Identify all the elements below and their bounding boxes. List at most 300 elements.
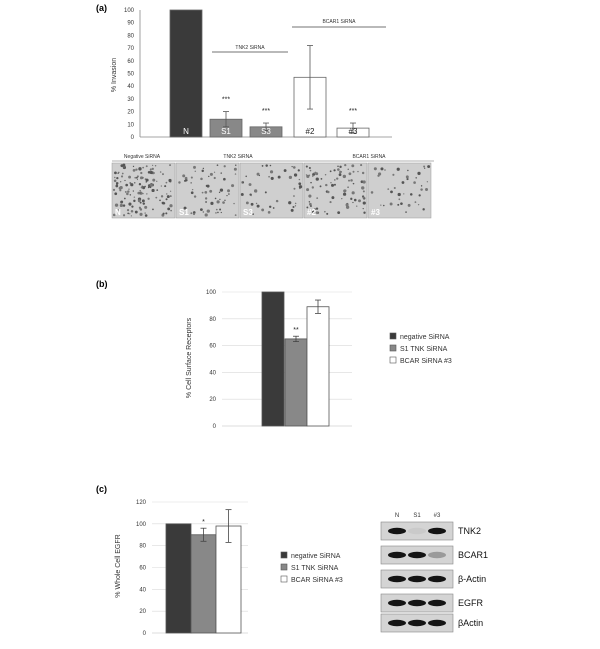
micrograph-cell <box>291 166 292 167</box>
micrograph-cell <box>415 201 417 203</box>
micrograph-cell <box>324 211 326 213</box>
micrograph-cell <box>299 185 302 188</box>
micrograph-cell <box>114 177 115 178</box>
ytick: 40 <box>139 587 146 594</box>
micrograph-cell <box>136 177 138 179</box>
micrograph-label: S3 <box>243 208 253 217</box>
micrograph-cell <box>170 191 171 192</box>
strip-header-negative: Negative SiRNA <box>123 154 161 160</box>
micrograph-cell <box>276 200 278 202</box>
micrograph-cell <box>390 202 393 205</box>
micrograph-cell <box>138 167 141 170</box>
ytick: 20 <box>209 397 216 404</box>
micrograph-label: #2 <box>307 208 316 217</box>
micrograph-cell <box>231 184 234 187</box>
micrograph-cell <box>363 208 364 209</box>
micrograph-cell <box>114 180 117 183</box>
bcar1-group-label: BCAR1 SiRNA <box>322 19 356 25</box>
micrograph-cell <box>343 175 346 178</box>
micrograph-cell <box>193 166 196 169</box>
blot-band <box>388 620 406 626</box>
micrograph-cell <box>169 164 171 166</box>
strip-header-tnk2: TNK2 SiRNA <box>223 154 253 160</box>
micrograph-cell <box>337 168 340 171</box>
micrograph-cell <box>168 179 171 182</box>
micrograph-cell <box>128 176 131 179</box>
micrograph-cell <box>119 187 122 190</box>
micrograph-cell <box>133 200 135 202</box>
blot-row-label: BCAR1 <box>458 550 489 560</box>
micrograph-cell <box>357 171 358 172</box>
micrograph-cell <box>147 198 149 200</box>
panel-a-bar-label: S1 <box>221 127 231 136</box>
micrograph-cell <box>306 165 308 167</box>
panel-b-bars <box>262 292 329 426</box>
micrograph-cell <box>321 178 323 180</box>
panel-a-ytick: 10 <box>127 122 134 129</box>
micrograph-cell <box>333 169 335 171</box>
micrograph-cell <box>192 189 193 190</box>
micrograph-cell <box>150 184 153 187</box>
micrograph-cell <box>291 209 294 212</box>
legend-swatch <box>281 552 287 558</box>
micrograph-cell <box>327 191 330 194</box>
micrograph-cell <box>363 197 365 199</box>
micrograph-cell <box>203 168 204 169</box>
micrograph-cell <box>170 195 172 197</box>
significance-marker: ** <box>293 327 299 335</box>
micrograph-cell <box>384 169 385 170</box>
micrograph-cell <box>122 173 124 175</box>
micrograph-cell <box>131 215 132 216</box>
panel-c-bars <box>166 510 241 633</box>
micrograph-cell <box>394 187 396 189</box>
panel-b-label: (b) <box>96 279 108 289</box>
micrograph-cell <box>415 177 416 178</box>
blot-row-label: β-Actin <box>458 574 487 584</box>
micrograph-cell <box>308 195 311 198</box>
micrograph-cell <box>164 185 166 187</box>
micrograph-cell <box>134 196 135 197</box>
blot-row-label: βActin <box>458 618 484 628</box>
micrograph-cell <box>353 183 355 185</box>
micrograph-cell <box>115 185 118 188</box>
micrograph-cell <box>398 198 400 200</box>
panel-a-ytick: 50 <box>127 71 134 78</box>
micrograph-cell <box>195 171 196 172</box>
blot-band <box>428 620 446 626</box>
micrograph-cell <box>219 199 220 200</box>
panel-a-ylabel: % Invasion <box>111 57 118 93</box>
legend-entry: BCAR SiRNA #3 <box>400 358 452 365</box>
micrograph-cell <box>293 166 296 169</box>
micrograph-cell <box>390 190 393 193</box>
tnk2-group-label: TNK2 SiRNA <box>235 45 265 51</box>
micrograph-cell <box>207 209 210 212</box>
micrograph-label: #3 <box>371 208 380 217</box>
blot-band <box>408 552 426 558</box>
blot-band <box>408 620 426 626</box>
micrograph-cell <box>235 165 236 166</box>
blot-band <box>408 600 426 606</box>
micrograph-cell <box>114 192 117 195</box>
micrograph-cell <box>271 177 274 180</box>
micrograph-cell <box>161 195 163 197</box>
ytick: 80 <box>209 316 216 323</box>
western-blot <box>381 513 488 632</box>
micrograph-cell <box>165 212 167 214</box>
ytick: 0 <box>212 424 216 430</box>
micrograph-cell <box>299 188 300 189</box>
micrograph-cell <box>131 210 134 213</box>
micrograph-cell <box>250 195 251 196</box>
micrograph-cell <box>330 182 331 183</box>
micrograph-cell <box>125 184 128 187</box>
micrograph-cell <box>156 189 158 191</box>
micrograph-cell <box>402 181 405 184</box>
micrograph-cell <box>215 198 217 200</box>
micrograph-cell <box>194 195 196 197</box>
micrograph-cell <box>123 204 125 206</box>
legend-entry: BCAR SiRNA #3 <box>291 577 343 584</box>
significance-marker: * <box>202 519 205 527</box>
micrograph-cell <box>228 193 230 195</box>
micrograph-cell <box>325 184 327 186</box>
micrograph-cell <box>316 207 318 209</box>
bar <box>262 292 284 426</box>
micrograph-cell <box>351 164 354 167</box>
micrograph-cell <box>152 179 155 182</box>
micrograph-cell <box>397 168 400 171</box>
micrograph-cell <box>191 191 194 194</box>
micrograph-cell <box>363 201 366 204</box>
micrograph-cell <box>170 210 172 212</box>
panel-a-bars <box>170 10 369 137</box>
micrograph-cell <box>316 178 319 181</box>
panel-a-bar-label: S3 <box>261 127 271 136</box>
micrograph-cell <box>155 165 156 166</box>
micrograph-cell <box>219 208 221 210</box>
micrograph-cell <box>363 180 366 183</box>
micrograph-cell <box>374 167 377 170</box>
bar <box>307 307 329 426</box>
micrograph-cell <box>152 165 153 166</box>
micrograph-cell <box>156 181 157 182</box>
micrograph-cell <box>354 199 357 202</box>
micrograph-cell <box>127 190 129 192</box>
micrograph-cell <box>216 209 218 211</box>
micrograph-cell <box>242 182 244 184</box>
micrograph-cell <box>348 169 349 170</box>
micrograph-cell <box>222 201 225 204</box>
micrograph-cell <box>316 197 318 199</box>
micrograph-cell <box>270 165 272 167</box>
micrograph-cell <box>114 171 117 174</box>
micrograph-cell <box>353 171 355 173</box>
micrograph-cell <box>146 179 149 182</box>
micrograph-cell <box>362 172 364 174</box>
micrograph-cell <box>329 201 331 203</box>
micrograph-cell <box>408 204 411 207</box>
micrograph-cell <box>135 211 138 214</box>
micrograph-cell <box>140 192 141 193</box>
micrograph-cell <box>344 189 347 192</box>
micrograph-cell <box>383 205 385 207</box>
micrograph-cell <box>420 188 422 190</box>
micrograph-cell <box>380 204 381 205</box>
micrograph-cell <box>288 201 291 204</box>
micrograph-cell <box>298 182 301 185</box>
micrograph-cell <box>356 205 357 206</box>
blot-row-label: TNK2 <box>458 526 482 536</box>
legend-entry: negative SiRNA <box>291 553 341 560</box>
micrograph-cell <box>116 182 118 184</box>
micrograph-cell <box>140 172 142 174</box>
micrograph-cell <box>268 211 271 214</box>
micrograph-cell <box>360 164 362 166</box>
micrograph-cell <box>166 198 168 200</box>
blot-band <box>428 552 446 558</box>
micrograph-cell <box>254 189 257 192</box>
micrograph-cell <box>326 213 328 215</box>
blot-lane-label: #3 <box>433 513 441 519</box>
micrograph-cell <box>235 214 237 216</box>
micrograph-cell <box>128 188 129 189</box>
micrograph-cell <box>309 201 310 202</box>
ytick: 80 <box>139 543 146 550</box>
micrograph-cell <box>126 193 129 196</box>
ytick: 100 <box>135 521 146 528</box>
micrograph-cell <box>336 177 338 179</box>
micrograph-cell <box>387 188 389 190</box>
micrograph-cell <box>294 173 297 176</box>
blot-band <box>388 528 406 534</box>
micrograph-cell <box>119 189 121 191</box>
micrograph-cell <box>162 173 164 175</box>
micrograph-cell <box>220 188 223 191</box>
ytick: 20 <box>139 609 146 616</box>
micrograph-cell <box>227 189 230 192</box>
micrograph-cell <box>214 177 216 179</box>
micrograph-cell <box>289 176 292 179</box>
micrograph-cell <box>350 198 352 200</box>
micrograph-cell <box>410 193 413 196</box>
micrograph-cell <box>223 178 226 181</box>
micrograph-cell <box>251 203 254 206</box>
micrograph-cell <box>161 185 162 186</box>
micrograph-cell <box>166 182 168 184</box>
micrograph-cell <box>206 185 208 187</box>
micrograph-cell <box>339 173 342 176</box>
micrograph-cell <box>306 188 309 191</box>
micrograph-cell <box>205 201 207 203</box>
micrograph-cell <box>116 177 118 179</box>
micrograph-cell <box>293 195 295 197</box>
bar <box>166 524 191 633</box>
micrograph-cell <box>224 165 226 167</box>
strip-header-bcar1: BCAR1 SiRNA <box>352 154 386 160</box>
micrograph-cell <box>292 206 294 208</box>
micrograph-cell <box>120 164 123 167</box>
bar <box>285 339 307 426</box>
micrograph-cell <box>278 176 281 179</box>
micrograph-cell <box>160 171 162 173</box>
micrograph-cell <box>133 169 136 172</box>
micrograph-cell <box>339 166 341 168</box>
micrograph-cell <box>121 201 123 203</box>
legend-swatch <box>281 576 287 582</box>
micrograph-cell <box>295 203 297 205</box>
micrograph-cell <box>208 176 209 177</box>
micrograph-cell <box>352 202 353 203</box>
micrograph-cell <box>210 202 213 205</box>
panel-a-significance: *** <box>221 96 231 104</box>
micrograph-label: N <box>115 208 121 217</box>
micrograph-cell <box>152 168 154 170</box>
micrograph-cell <box>284 169 287 172</box>
micrograph-cell <box>314 172 316 174</box>
micrograph-cell <box>166 193 167 194</box>
micrograph-cell <box>144 206 147 209</box>
micrograph-cell <box>358 199 361 202</box>
micrograph-cell <box>142 167 144 169</box>
micrograph-tile <box>112 163 175 218</box>
micrograph-cell <box>422 208 424 210</box>
ytick: 120 <box>135 500 146 506</box>
micrograph-cell <box>143 202 145 204</box>
panel-c-legend <box>281 552 343 584</box>
micrograph-cell <box>163 213 165 215</box>
micrograph-cell <box>347 186 349 188</box>
micrograph-cell <box>400 202 403 205</box>
micrograph-cell <box>392 174 394 176</box>
micrograph-cell <box>331 184 334 187</box>
blot-row-label: EGFR <box>458 598 484 608</box>
micrograph-cell <box>167 207 170 210</box>
micrograph-cell <box>217 212 219 214</box>
micrograph-cell <box>337 211 340 214</box>
micrograph-cell <box>121 175 123 177</box>
micrograph-cell <box>190 182 192 184</box>
micrograph-cell <box>145 214 148 217</box>
micrograph-cell <box>316 211 319 214</box>
micrograph-cell <box>115 203 118 206</box>
legend-entry: negative SiRNA <box>400 334 450 341</box>
panel-a-ytick: 100 <box>123 8 134 14</box>
blot-band <box>388 600 406 606</box>
micrograph-cell <box>219 192 220 193</box>
micrograph-cell <box>246 201 249 204</box>
micrograph-cell <box>427 165 430 168</box>
panel-a-bar-label: N <box>183 127 189 136</box>
panel-a-significance: *** <box>348 108 358 116</box>
micrograph-cell <box>398 193 401 196</box>
micrograph-cell <box>117 173 118 174</box>
micrograph-cell <box>226 195 227 196</box>
micrograph-cell <box>200 178 203 181</box>
micrograph-cell <box>131 206 133 208</box>
ytick: 60 <box>139 565 146 572</box>
panel-a-ytick: 70 <box>127 46 134 53</box>
micrograph-cell <box>152 208 154 210</box>
micrograph-cell <box>256 203 257 204</box>
panel-b-legend <box>390 333 452 365</box>
micrograph-cell <box>265 164 267 166</box>
micrograph-cell <box>137 179 138 180</box>
micrograph-cell <box>334 184 336 186</box>
micrograph-cell <box>262 165 264 167</box>
blot-band <box>408 576 426 582</box>
micrograph-cell <box>261 208 264 211</box>
micrograph-cell <box>257 205 260 208</box>
micrograph-cell <box>155 197 157 199</box>
panel-a-axis <box>124 8 392 141</box>
panel-a-ytick: 40 <box>127 84 134 91</box>
micrograph-cell <box>146 193 147 194</box>
micrograph-cell <box>142 199 145 202</box>
micrograph-cell <box>134 182 135 183</box>
micrograph-cell <box>233 203 234 204</box>
micrograph-cell <box>425 188 428 191</box>
micrograph-cell <box>139 183 141 185</box>
blot-band <box>428 600 446 606</box>
micrograph-cell <box>417 172 420 175</box>
micrograph-cell <box>330 170 332 172</box>
micrograph-cell <box>257 173 260 176</box>
panel-a-bar-label: #3 <box>348 127 358 136</box>
micrograph-cell <box>134 177 136 179</box>
panel-a-significance: *** <box>261 108 271 116</box>
micrograph-cell <box>268 176 270 178</box>
micrograph-cell <box>216 200 219 203</box>
micrograph-cell <box>378 172 381 175</box>
ytick: 60 <box>209 343 216 350</box>
micrograph-cell <box>403 193 404 194</box>
micrograph-cell <box>352 191 355 194</box>
micrograph-cell <box>200 208 203 211</box>
micrograph-cell <box>350 179 353 182</box>
micrograph-cell <box>424 168 425 169</box>
micrograph-cell <box>363 190 365 192</box>
micrograph-cell <box>309 203 312 206</box>
micrograph-cell <box>150 169 151 170</box>
micrograph-cell <box>178 181 180 183</box>
micrograph-cell <box>309 167 311 169</box>
micrograph-cell <box>349 172 352 175</box>
micrograph-cell <box>148 187 149 188</box>
legend-entry: S1 TNK SiRNA <box>400 346 448 353</box>
micrograph-cell <box>120 181 121 182</box>
ytick: 40 <box>209 370 216 377</box>
micrograph-cell <box>210 173 213 176</box>
micrograph-cell <box>217 164 219 166</box>
ytick: 0 <box>142 631 146 637</box>
micrograph-cell <box>341 198 342 199</box>
micrograph-cell <box>221 212 222 213</box>
micrograph-cell <box>209 190 212 193</box>
micrograph-cell <box>201 170 203 172</box>
blot-lane-label: S1 <box>413 513 421 519</box>
micrograph-cell <box>139 208 141 210</box>
micrograph-cell <box>337 165 339 167</box>
micrograph-cell <box>249 183 252 186</box>
bar <box>191 535 216 633</box>
micrograph-cell <box>182 174 185 177</box>
micrograph-cell <box>138 199 141 202</box>
micrograph-cell <box>320 185 322 187</box>
micrograph-cell <box>346 203 349 206</box>
micrograph-cell <box>135 168 137 170</box>
